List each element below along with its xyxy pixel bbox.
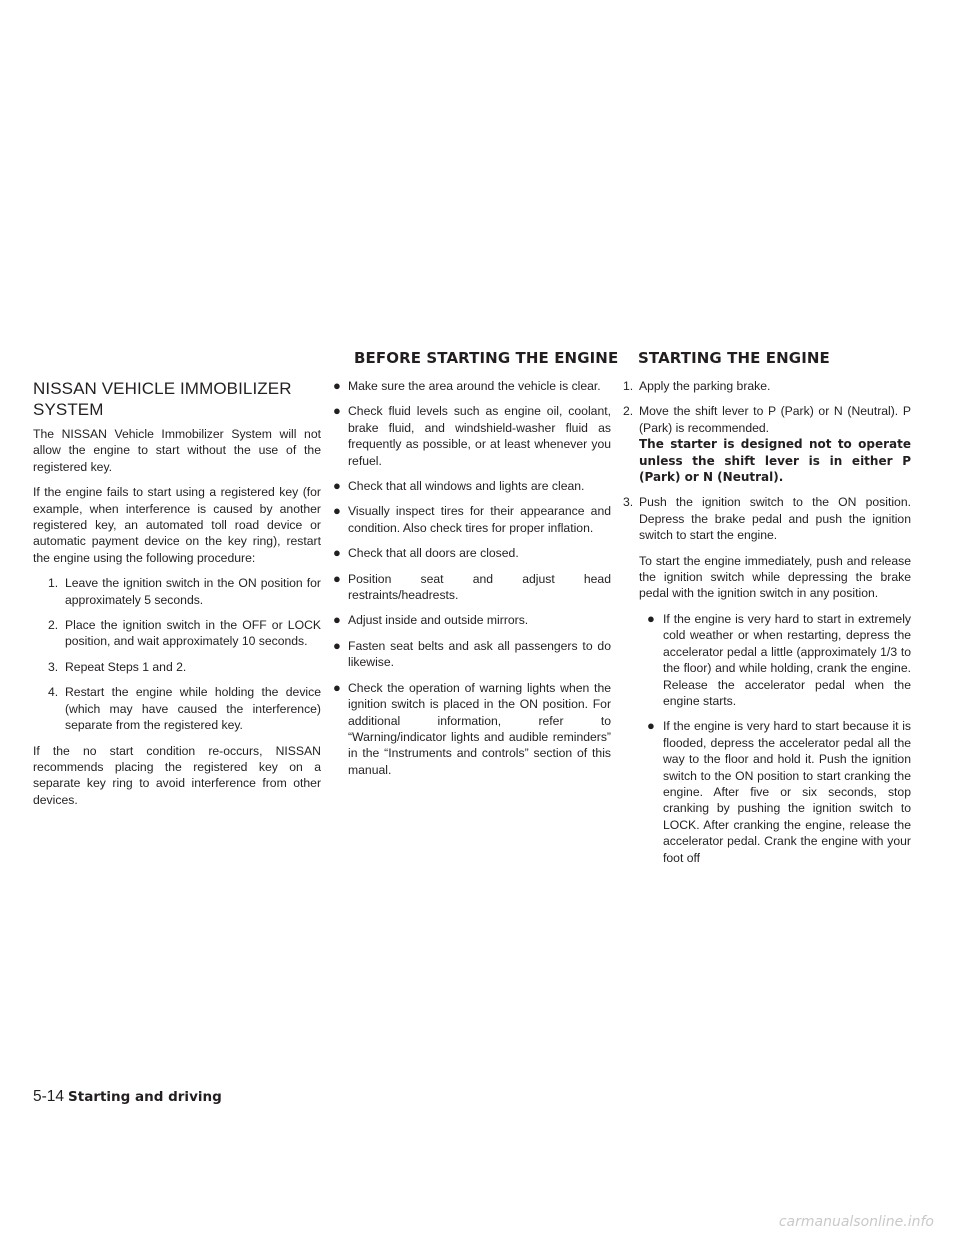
step-text: Move the shift lever to P (Park) or N (Neutral). P (Park) is recommended. — [639, 404, 911, 435]
list-item — [623, 378, 911, 394]
list-item — [33, 684, 321, 733]
page-number: 5-14 — [33, 1088, 65, 1105]
list-item — [333, 612, 611, 628]
list-item — [333, 545, 611, 561]
column-before-starting — [333, 378, 611, 787]
bullet-text: Check the operation of warning lights when the ignition switch is placed in the ON position. For additional information, refer to “Warning/indicator lights and audible reminders” in the “Instruments and controls” section of this manual. — [348, 680, 611, 777]
bullet-text: Visually inspect tires for their appearance and condition. Also check tires for proper inflation. — [348, 504, 611, 535]
bullet-text: Adjust inside and outside mirrors. — [348, 613, 529, 628]
list-item — [333, 680, 611, 778]
step-number: 3. — [623, 495, 634, 510]
step-text: Apply the parking brake. — [639, 379, 771, 393]
list-item — [639, 611, 911, 709]
list-item — [333, 403, 611, 469]
bullet-text: If the engine is very hard to start because it is flooded, depress the accelerator pedal all the way to the floor and hold it. Push the ignition switch to the ON position to start cranking the engine. After five or six seconds, stop cranking by pushing the ignition switch to LOCK. After cranking the engine, release the accelerator pedal. Crank the engine with your foot off — [663, 719, 911, 865]
bullet-icon: ● — [333, 612, 341, 628]
bullet-icon: ● — [333, 679, 341, 695]
bullet-icon: ● — [333, 545, 341, 561]
bullet-icon: ● — [333, 637, 341, 653]
bullet-text: Make sure the area around the vehicle is clear. — [348, 379, 601, 393]
bullet-icon: ● — [647, 718, 655, 734]
step-number: 1. — [623, 379, 634, 393]
starting-steps — [623, 378, 911, 866]
immobilizer-title: NISSAN VEHICLE IMMOBILIZER SYSTEM — [33, 379, 292, 419]
section-header-before-starting: BEFORE STARTING THE ENGINE — [354, 349, 619, 367]
step-number: 2. — [48, 618, 59, 633]
watermark: carmanualsonline.info — [778, 1214, 934, 1230]
column-starting-engine — [623, 378, 911, 875]
step-number: 1. — [48, 576, 59, 591]
page-footer — [33, 1088, 222, 1106]
bullet-text: Position seat and adjust head restraints/headrests. — [348, 571, 611, 603]
step-text: Restart the engine while holding the device (which may have caused the interference) separate from the registered key. — [65, 685, 321, 733]
step-text: Repeat Steps 1 and 2. — [65, 659, 187, 674]
list-item — [623, 403, 911, 485]
starter-note: The starter is designed not to operate unless the shift lever is in either P (Park) or N (Neutral). — [639, 437, 911, 485]
immobilizer-recommendation: If the no start condition re-occurs, NISSAN recommends placing the registered key on a separate key ring to avoid interference from other devices. — [33, 743, 321, 807]
bullet-icon: ● — [333, 478, 341, 494]
immobilizer-procedure-intro: If the engine fails to start using a registered key (for example, when interference is caused by another registered key, an automated toll road device or automatic payment device on the key ring), restart the engine using the following procedure: — [33, 485, 321, 565]
list-item — [333, 638, 611, 671]
list-item — [639, 718, 911, 866]
list-item — [33, 617, 321, 650]
bullet-text: If the engine is very hard to start in extremely cold weather or when restarting, depress the accelerator pedal a little (approximately 1/3 to the floor) and while holding, crank the engine. Release the accelerator pedal when the engine starts. — [663, 611, 911, 708]
step-number: 2. — [623, 404, 634, 419]
list-item — [333, 378, 611, 394]
bullet-text: Check that all doors are closed. — [348, 546, 519, 561]
list-item — [333, 503, 611, 536]
list-item — [33, 659, 321, 675]
bullet-text: Check that all windows and lights are clean. — [348, 479, 585, 494]
bullet-icon: ● — [333, 570, 341, 586]
step-text: Push the ignition switch to the ON position. Depress the brake pedal and push the ignition switch to start the engine. — [639, 495, 911, 543]
list-item — [623, 494, 911, 866]
bullet-icon: ● — [647, 610, 655, 626]
column-immobilizer — [33, 378, 321, 817]
section-header-starting-engine: STARTING THE ENGINE — [638, 349, 830, 367]
bullet-text: Fasten seat belts and ask all passengers to do likewise. — [348, 638, 611, 670]
list-item — [333, 478, 611, 494]
immobilizer-intro: The NISSAN Vehicle Immobilizer System will not allow the engine to start without the use of the registered key. — [33, 427, 321, 474]
hard-start-tips — [639, 611, 911, 866]
step-text: Leave the ignition switch in the ON position for approximately 5 seconds. — [65, 576, 321, 607]
step-text: Place the ignition switch in the OFF or LOCK position, and wait approximately 10 seconds. — [65, 618, 321, 649]
step-number: 3. — [48, 659, 59, 674]
bullet-icon: ● — [333, 403, 341, 419]
immobilizer-steps — [33, 575, 321, 733]
pre-start-checklist — [333, 378, 611, 778]
immediate-start-text: To start the engine immediately, push and release the ignition switch while depressing the brake pedal with the ignition switch in any position. — [639, 553, 911, 601]
list-item — [333, 571, 611, 604]
list-item — [33, 575, 321, 608]
bullet-icon: ● — [333, 503, 341, 519]
chapter-name: Starting and driving — [68, 1089, 222, 1105]
bullet-icon: ● — [333, 378, 341, 393]
bullet-text: Check fluid levels such as engine oil, coolant, brake fluid, and windshield-washer fluid as frequently as possible, or at least whenever you refuel. — [348, 404, 611, 468]
step-number: 4. — [48, 685, 59, 700]
